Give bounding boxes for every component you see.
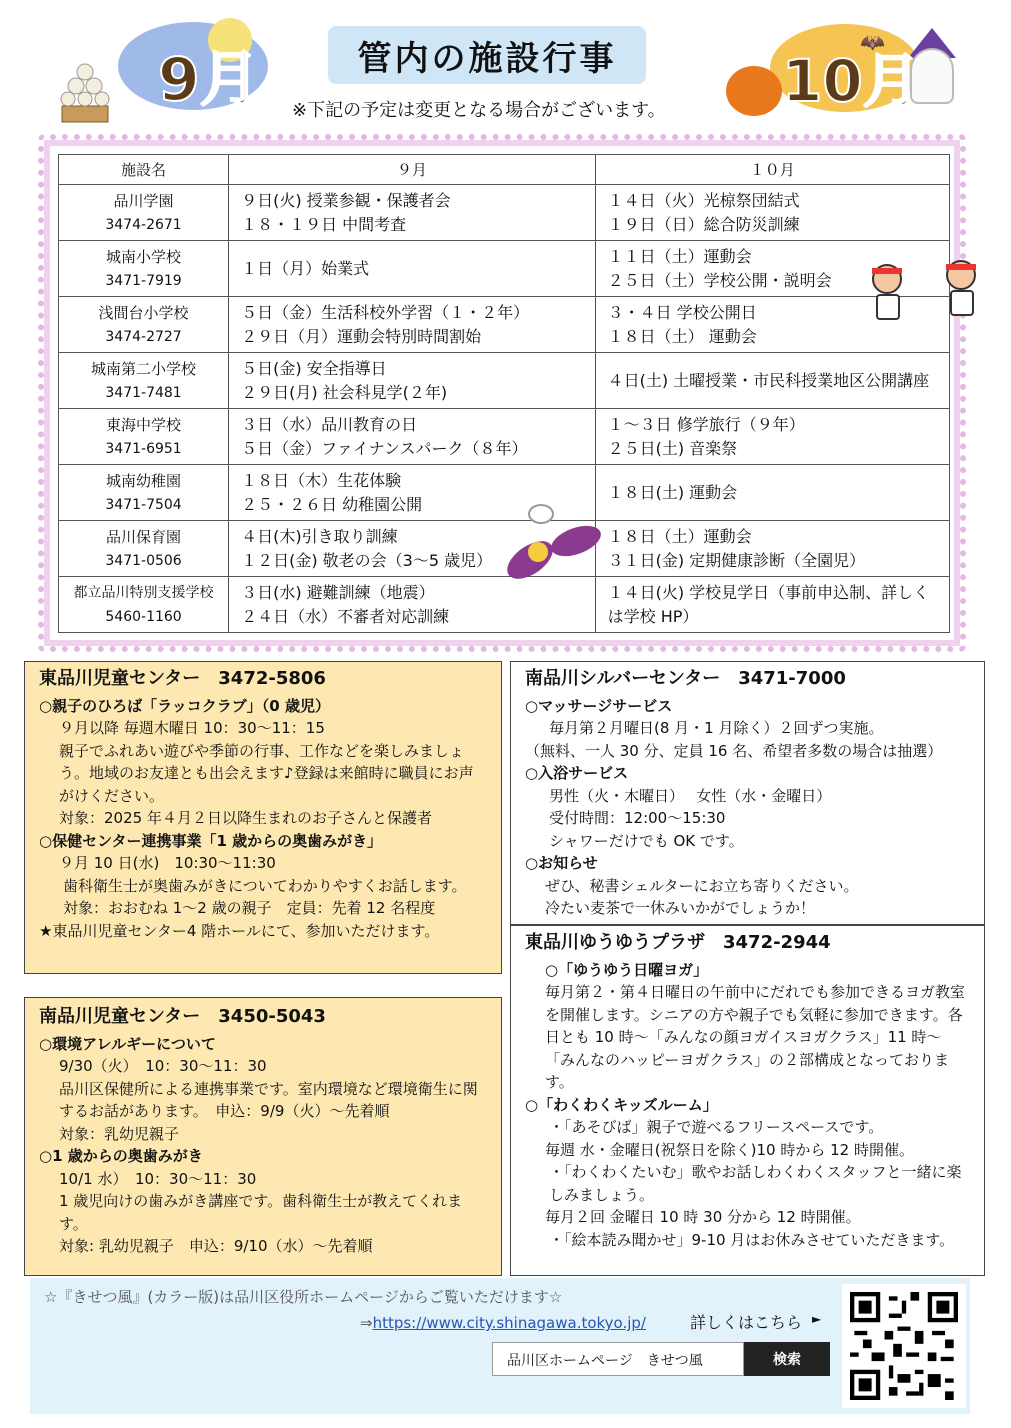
facility-name: 城南第二小学校 bbox=[91, 359, 197, 378]
facility-name: 品川保育園 bbox=[106, 527, 182, 546]
table-row bbox=[59, 465, 950, 521]
section-heading: ○保健センター連携事業「1 歳からの奥歯みがき」 bbox=[39, 831, 383, 850]
bat-icon: 🦇 bbox=[860, 30, 885, 54]
section-heading: ○「ゆうゆう日曜ヨガ」 bbox=[545, 960, 709, 979]
notice-detail: ぜひ、秘書シェルターにお立ち寄りください。 bbox=[545, 876, 859, 895]
september-badge bbox=[48, 14, 278, 124]
event: １２日(金) 敬老の会（3～5 歳児） bbox=[241, 550, 493, 570]
september-events bbox=[229, 577, 596, 633]
schedule-notice: ※下記の予定は変更となる場合がございます。 bbox=[292, 100, 666, 121]
event: １８日（土） 運動会 bbox=[607, 326, 757, 346]
child-icon bbox=[872, 264, 902, 294]
facility-phone: 3471-7504 bbox=[105, 496, 182, 513]
event: ２５・２６日 幼稚園公開 bbox=[241, 494, 423, 514]
facility-name: 東海中学校 bbox=[106, 415, 182, 434]
facility-name: 城南小学校 bbox=[106, 247, 182, 266]
october-events bbox=[595, 409, 949, 465]
service-detail: シャワーだけでも OK です。 bbox=[549, 831, 744, 850]
facility-phone: 3471-7919 bbox=[105, 272, 182, 289]
facility-phone: 5460-1160 bbox=[105, 608, 182, 625]
column-header-september: ９月 bbox=[229, 155, 596, 185]
venue-note: ★東品川児童センター4 階ホールにて、参加いただけます。 bbox=[39, 921, 440, 940]
event-target: 対象：2025 年４月２日以降生まれのお子さんと保護者 bbox=[59, 809, 432, 827]
facility-phone: 3471-0506 bbox=[105, 552, 182, 569]
facility-name: 浅間台小学校 bbox=[98, 303, 189, 322]
service-detail: 受付時間：12:00～15:30 bbox=[549, 809, 726, 827]
event-time: 9/30（火） 10：30～11：30 bbox=[59, 1057, 267, 1075]
minami-shinagawa-childrens-center-box bbox=[24, 997, 502, 1276]
facility-cell bbox=[59, 465, 229, 521]
details-label: 詳しくはこちら bbox=[690, 1313, 803, 1332]
child-icon bbox=[946, 260, 976, 290]
september-events bbox=[229, 353, 596, 409]
minami-shinagawa-silver-center-box bbox=[510, 661, 985, 925]
october-events bbox=[595, 521, 949, 577]
facility-name: 品川学園 bbox=[113, 191, 174, 210]
event-detail: ・「絵本読み聞かせ」9-10 月はお休みさせていただきます。 bbox=[549, 1230, 955, 1249]
facility-phone: 3471-7481 bbox=[105, 384, 182, 401]
october-label: 10月 bbox=[782, 47, 921, 115]
september-events bbox=[229, 409, 596, 465]
event: ３・４日 学校公開日 bbox=[607, 302, 757, 322]
city-website-link[interactable]: https://www.city.shinagawa.tokyo.jp/ bbox=[372, 1314, 646, 1332]
facility-phone: 3474-2727 bbox=[105, 328, 182, 345]
event: ５日(金) 安全指導日 bbox=[241, 358, 387, 378]
event-description: 1 歳児向けの歯みがき講座です。歯科衛生士が教えてくれます。 bbox=[59, 1192, 463, 1233]
event: １８日(土) 運動会 bbox=[607, 482, 738, 502]
event-detail: ・「わくわくたいむ」歌やお話しわくわくスタッフと一緒に楽しみましょう。 bbox=[549, 1163, 962, 1204]
facility-cell bbox=[59, 241, 229, 297]
table-row bbox=[59, 185, 950, 241]
september-label: 9月 bbox=[158, 45, 260, 115]
event: ２９日(月) 社会科見学(２年) bbox=[241, 382, 448, 402]
table-row bbox=[59, 297, 950, 353]
event-description: 品川区保健所による連携事業です。室内環境など環境衛生に関するお話があります。 申込：9/9（火）～先着順 bbox=[59, 1079, 478, 1120]
event: １～３日 修学旅行（９年） bbox=[607, 414, 805, 434]
qr-code-icon bbox=[842, 1284, 966, 1408]
section-heading: ○1 歳からの奥歯みがき bbox=[39, 1147, 203, 1165]
event-description: 親子でふれあい遊びや季節の行事、工作などを楽しみましょう。地域のお友達とも出会えます♪登録は来館時に職員にお声がけください。 bbox=[59, 741, 474, 805]
facility-cell bbox=[59, 185, 229, 241]
facility-cell bbox=[59, 577, 229, 633]
event: ５日（金）生活科校外学習（１・２年） bbox=[241, 302, 530, 322]
table-header-row bbox=[59, 155, 950, 185]
event: １８・１９日 中間考査 bbox=[241, 214, 407, 234]
october-badge bbox=[720, 14, 960, 124]
steam-icon bbox=[528, 504, 554, 524]
september-events bbox=[229, 185, 596, 241]
event: ４日(木)引き取り訓練 bbox=[241, 526, 398, 546]
service-detail: （無料、一人 30 分、定員 16 名、希望者多数の場合は抽選） bbox=[525, 741, 943, 760]
triangle-right-icon: ► bbox=[812, 1312, 822, 1326]
table-row bbox=[59, 241, 950, 297]
higashi-shinagawa-yuyu-plaza-box bbox=[510, 925, 985, 1276]
service-detail: 毎月第２月曜日(8 月・1 月除く）２回ずつ実施。 bbox=[549, 719, 884, 737]
event-target: 対象: 乳幼児親子 申込：9/10（水）～先着順 bbox=[59, 1237, 373, 1255]
section-heading: ○入浴サービス bbox=[525, 764, 629, 782]
event: ３１日(金) 定期健康診断（全園児） bbox=[607, 550, 866, 570]
section-heading: ○「わくわくキッズルーム」 bbox=[525, 1095, 718, 1114]
section-heading: ○お知らせ bbox=[525, 854, 598, 872]
event-detail: 毎週 水・金曜日(祝祭日を除く)10 時から 12 時開催。 bbox=[545, 1140, 914, 1159]
higashi-shinagawa-childrens-center-box bbox=[24, 661, 502, 974]
page-title-box bbox=[328, 26, 646, 84]
facility-cell bbox=[59, 353, 229, 409]
event-time: ９月以降 毎週木曜日 10：30～11：15 bbox=[59, 719, 325, 737]
event: １１日（土）運動会 bbox=[607, 246, 752, 266]
box-title: 東品川児童センター 3472-5806 bbox=[39, 668, 326, 689]
box-title: 南品川シルバーセンター 3471-7000 bbox=[525, 668, 846, 689]
column-header-october: １０月 bbox=[595, 155, 949, 185]
sweet-potato-illustration bbox=[500, 520, 604, 584]
box-title: 東品川ゆうゆうプラザ 3472-2944 bbox=[525, 932, 831, 953]
event-target: 対象：おおむね 1～2 歳の親子 定員：先着 12 名程度 bbox=[63, 899, 436, 917]
october-events bbox=[595, 577, 949, 633]
search-button[interactable]: 検索 bbox=[744, 1342, 830, 1376]
facility-cell bbox=[59, 297, 229, 353]
october-events bbox=[595, 353, 949, 409]
september-events bbox=[229, 297, 596, 353]
september-events bbox=[229, 241, 596, 297]
event: １日（月）始業式 bbox=[241, 258, 370, 278]
arrow-icon: ⇒ bbox=[360, 1314, 373, 1332]
event: ２５日(土) 音楽祭 bbox=[607, 438, 738, 458]
event-description: 毎月第２・第４日曜日の午前中にだれでも参加できるヨガ教室を開催します。シニアの方や親子でも気軽に参加できます。各日とも 10 時～「みんなの顔ヨガイスヨガクラス」11 時～「みんなのハッピーヨガクラス」の２部構成となっております。 bbox=[545, 983, 966, 1091]
facility-cell bbox=[59, 409, 229, 465]
event: １４日（火）光椋祭団結式 bbox=[607, 190, 800, 210]
october-events bbox=[595, 465, 949, 521]
event-detail: ・「あそびば」親子で遊べるフリースペースです。 bbox=[549, 1118, 884, 1136]
event-detail: 毎月２回 金曜日 10 時 30 分から 12 時開催。 bbox=[545, 1208, 861, 1226]
page-title: 管内の施設行事 bbox=[357, 38, 617, 79]
table-row bbox=[59, 577, 950, 633]
event: １９日（日）総合防災訓練 bbox=[607, 214, 800, 234]
event: ９日(火) 授業参観・保護者会 bbox=[241, 190, 451, 210]
event: ２５日（土）学校公開・説明会 bbox=[607, 270, 832, 290]
facility-cell bbox=[59, 521, 229, 577]
pumpkin-icon bbox=[726, 66, 782, 116]
relay-kids-illustration bbox=[868, 258, 988, 334]
event-time: ９月 10 日(水) 10:30～11:30 bbox=[59, 854, 276, 872]
event-time: 10/1 水） 10：30～11：30 bbox=[59, 1169, 257, 1188]
table-row bbox=[59, 409, 950, 465]
facility-name: 都立品川特別支援学校 bbox=[73, 584, 214, 601]
event: １８日（木）生花体験 bbox=[241, 470, 402, 490]
facility-name: 城南幼稚園 bbox=[106, 471, 182, 490]
event: ２４日（水）不審者対応訓練 bbox=[241, 606, 450, 626]
event: １４日(火) 学校見学日（事前申込制、詳しくは学校 HP） bbox=[607, 582, 930, 626]
event: ２９日（月）運動会特別時間割始 bbox=[241, 326, 482, 346]
facility-phone: 3474-2671 bbox=[105, 216, 182, 233]
event-target: 対象：乳幼児親子 bbox=[59, 1124, 180, 1143]
section-heading: ○マッサージサービス bbox=[525, 696, 673, 715]
event: ５日（金）ファイナンスパーク（８年） bbox=[241, 438, 528, 458]
footer-message: ☆『きせつ風』(カラー版)は品川区役所ホームページからご覧いただけます☆ bbox=[44, 1288, 563, 1306]
event: ３日（水）品川教育の日 bbox=[241, 414, 418, 434]
october-events bbox=[595, 185, 949, 241]
notice-detail: 冷たい麦茶で一休みいかがでしょうか！ bbox=[545, 899, 816, 917]
service-detail: 男性（火・木曜日） 女性（水・金曜日） bbox=[549, 786, 832, 805]
event: １８日（土）運動会 bbox=[607, 526, 752, 546]
event: ３日(水) 避難訓練（地震） bbox=[241, 582, 435, 602]
tsukimi-dango-icon bbox=[56, 54, 114, 124]
footer-link-line bbox=[360, 1314, 646, 1332]
search-input[interactable]: 品川区ホームページ きせつ風 bbox=[492, 1342, 744, 1376]
event-description: 歯科衛生士が奥歯みがきについてわかりやすくお話します。 bbox=[63, 876, 467, 895]
event: ４日(土) 土曜授業・市民科授業地区公開講座 bbox=[607, 370, 930, 390]
section-heading: ○親子のひろば「ラッコクラブ」（0 歳児） bbox=[39, 696, 330, 715]
column-header-facility: 施設名 bbox=[59, 155, 229, 185]
box-title: 南品川児童センター 3450-5043 bbox=[39, 1006, 326, 1027]
table-row bbox=[59, 353, 950, 409]
facility-phone: 3471-6951 bbox=[105, 440, 182, 457]
footer-banner bbox=[30, 1278, 970, 1414]
section-heading: ○環境アレルギーについて bbox=[39, 1034, 216, 1053]
